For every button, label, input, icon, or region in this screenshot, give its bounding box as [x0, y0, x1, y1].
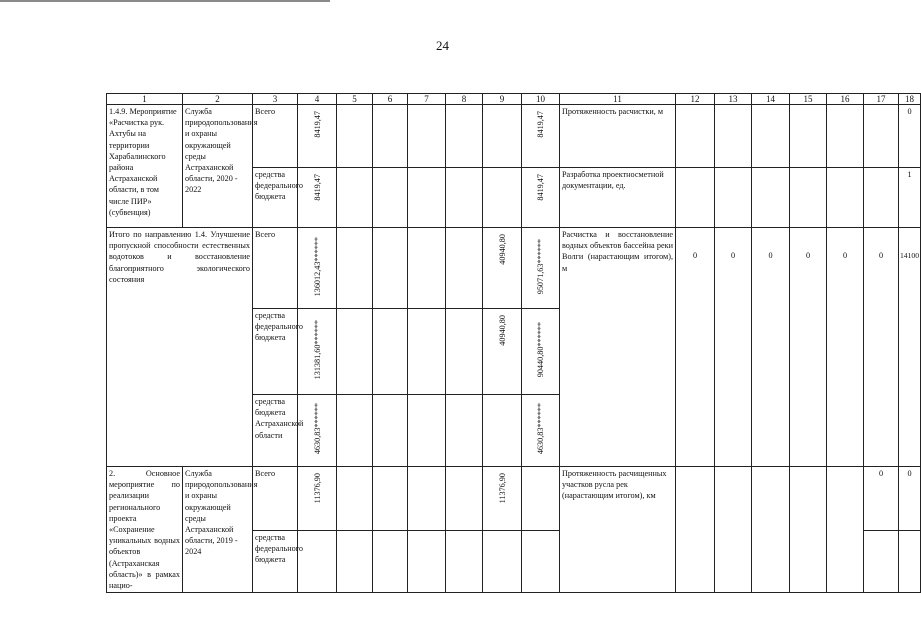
empty-cell — [373, 530, 408, 593]
section-total-label: Итого по направлению 1.4. Улучшение пропускной способности естественных водотоков и восстановление благоприятного экологического состояния — [107, 228, 253, 467]
empty-cell — [864, 530, 899, 593]
table-row — [107, 105, 921, 168]
executor-cell: Служба природопользования и охраны окружающей среды Астраханской области, 2020 - 2022 — [183, 105, 253, 228]
amount-value: 8419,47 — [312, 111, 322, 138]
indicator-cell: Разработка проектносметной документации, ед. — [560, 168, 676, 228]
empty-cell — [676, 168, 715, 228]
header-cell: 16 — [827, 94, 864, 105]
indicator-cell: Расчистка и восстановление водных объектов бассейна реки Волги (нарастающим итогом), м — [560, 228, 676, 467]
empty-cell — [337, 467, 373, 531]
empty-cell — [373, 228, 408, 309]
amount-value: 40940,80 — [497, 234, 507, 265]
amount-cell — [522, 228, 560, 309]
indicator-cell: Протяженность расчистки, м — [560, 105, 676, 168]
indicator-value-cell: 1 — [899, 168, 921, 228]
program-table — [106, 93, 921, 593]
table-row — [107, 228, 921, 309]
header-cell: 15 — [790, 94, 827, 105]
header-cell: 1 — [107, 94, 183, 105]
empty-cell — [408, 467, 446, 531]
empty-cell — [337, 168, 373, 228]
empty-cell — [864, 168, 899, 228]
empty-cell — [408, 168, 446, 228]
funding-source-cell: средства бюджета Астраханской области — [253, 395, 298, 467]
empty-cell — [337, 530, 373, 593]
empty-cell — [676, 467, 715, 593]
empty-cell — [408, 530, 446, 593]
header-cell: 5 — [337, 94, 373, 105]
empty-cell — [522, 467, 560, 531]
empty-cell — [676, 105, 715, 168]
header-cell: 10 — [522, 94, 560, 105]
empty-cell — [715, 105, 752, 168]
amount-cell — [298, 467, 337, 531]
header-cell: 13 — [715, 94, 752, 105]
header-cell: 12 — [676, 94, 715, 105]
empty-cell — [446, 228, 483, 309]
page-number: 24 — [436, 38, 449, 53]
amount-cell — [522, 395, 560, 467]
empty-cell — [446, 467, 483, 531]
header-cell: 7 — [408, 94, 446, 105]
empty-cell — [864, 105, 899, 168]
event-name-cell: 2. Основное мероприятие по реализации регионального проекта «Сохранение уникальных водных объектов (Астраханская область)» в рамках нацио- — [107, 467, 183, 593]
amount-value: 136012,43****** — [312, 236, 322, 297]
empty-cell — [790, 105, 827, 168]
indicator-value-cell: 0 — [715, 228, 752, 467]
executor-cell: Служба природопользования и охраны окружающей среды Астраханской области, 2019 - 2024 — [183, 467, 253, 593]
header-cell: 8 — [446, 94, 483, 105]
empty-cell — [337, 309, 373, 395]
empty-cell — [752, 105, 790, 168]
amount-value: 4630,83****** — [536, 403, 545, 455]
amount-value: 8419,47 — [536, 111, 545, 138]
empty-cell — [373, 309, 408, 395]
empty-cell — [337, 228, 373, 309]
funding-source-cell: Всего — [253, 105, 298, 168]
indicator-value-cell: 14100 — [899, 228, 921, 467]
empty-cell — [408, 228, 446, 309]
table-row — [107, 467, 921, 531]
empty-cell — [752, 168, 790, 228]
amount-value: 8419,47 — [312, 174, 322, 201]
empty-cell — [446, 309, 483, 395]
empty-cell — [790, 168, 827, 228]
indicator-value-cell: 0 — [864, 467, 899, 531]
empty-cell — [373, 105, 408, 168]
amount-value: 8419,47 — [536, 174, 545, 201]
funding-source-cell: Всего — [253, 467, 298, 531]
amount-cell — [298, 309, 337, 395]
header-cell: 4 — [298, 94, 337, 105]
empty-cell — [790, 467, 827, 593]
header-cell: 3 — [253, 94, 298, 105]
empty-cell — [483, 395, 522, 467]
funding-source-cell: Всего — [253, 228, 298, 309]
amount-cell — [298, 168, 337, 228]
empty-cell — [337, 395, 373, 467]
amount-cell — [522, 105, 560, 168]
amount-cell — [298, 228, 337, 309]
indicator-value-cell: 0 — [899, 467, 921, 531]
amount-cell — [483, 467, 522, 531]
funding-source-cell: средства федерального бюджета — [253, 530, 298, 593]
header-cell: 14 — [752, 94, 790, 105]
empty-cell — [827, 105, 864, 168]
header-cell: 9 — [483, 94, 522, 105]
empty-cell — [446, 530, 483, 593]
empty-cell — [483, 530, 522, 593]
header-cell: 11 — [560, 94, 676, 105]
empty-cell — [483, 168, 522, 228]
empty-cell — [899, 530, 921, 593]
empty-cell — [446, 105, 483, 168]
empty-cell — [408, 395, 446, 467]
header-row — [107, 94, 921, 105]
amount-cell — [522, 309, 560, 395]
amount-value: 40940,80 — [497, 315, 507, 346]
empty-cell — [446, 395, 483, 467]
empty-cell — [373, 395, 408, 467]
amount-value: 90440,80****** — [536, 322, 545, 378]
empty-cell — [373, 467, 408, 531]
amount-value: 11376,90 — [497, 473, 507, 504]
header-cell: 2 — [183, 94, 253, 105]
empty-cell — [752, 467, 790, 593]
indicator-value-cell: 0 — [864, 228, 899, 467]
funding-source-cell: средства федерального бюджета — [253, 168, 298, 228]
indicator-value-cell: 0 — [790, 228, 827, 467]
event-name-cell: 1.4.9. Мероприятие «Расчистка рук. Ахтубы на территории Харабалинского района Астраханской области, в том числе ПИР» (субвенция) — [107, 105, 183, 228]
empty-cell — [715, 168, 752, 228]
amount-value: 11376,90 — [312, 473, 322, 504]
amount-cell — [298, 395, 337, 467]
header-cell: 17 — [864, 94, 899, 105]
amount-value: 4630,83****** — [312, 403, 322, 455]
amount-cell — [483, 309, 522, 395]
empty-cell — [337, 105, 373, 168]
header-cell: 18 — [899, 94, 921, 105]
empty-cell — [446, 168, 483, 228]
indicator-value-cell: 0 — [899, 105, 921, 168]
indicator-value-cell: 0 — [676, 228, 715, 467]
empty-cell — [522, 530, 560, 593]
header-cell: 6 — [373, 94, 408, 105]
empty-cell — [298, 530, 337, 593]
empty-cell — [827, 168, 864, 228]
indicator-value-cell: 0 — [827, 228, 864, 467]
indicator-cell: Протяженность расчищенных участков русла рек (нарастающим итогом), км — [560, 467, 676, 593]
amount-cell — [298, 105, 337, 168]
empty-cell — [827, 467, 864, 593]
funding-source-cell: средства федерального бюджета — [253, 309, 298, 395]
empty-cell — [483, 105, 522, 168]
empty-cell — [373, 168, 408, 228]
amount-value: 95071,63****** — [536, 238, 545, 295]
empty-cell — [408, 105, 446, 168]
empty-cell — [715, 467, 752, 593]
top-border-line — [0, 0, 330, 2]
amount-cell — [483, 228, 522, 309]
amount-value: 131381,60****** — [312, 320, 322, 380]
empty-cell — [408, 309, 446, 395]
indicator-value-cell: 0 — [752, 228, 790, 467]
amount-cell — [522, 168, 560, 228]
